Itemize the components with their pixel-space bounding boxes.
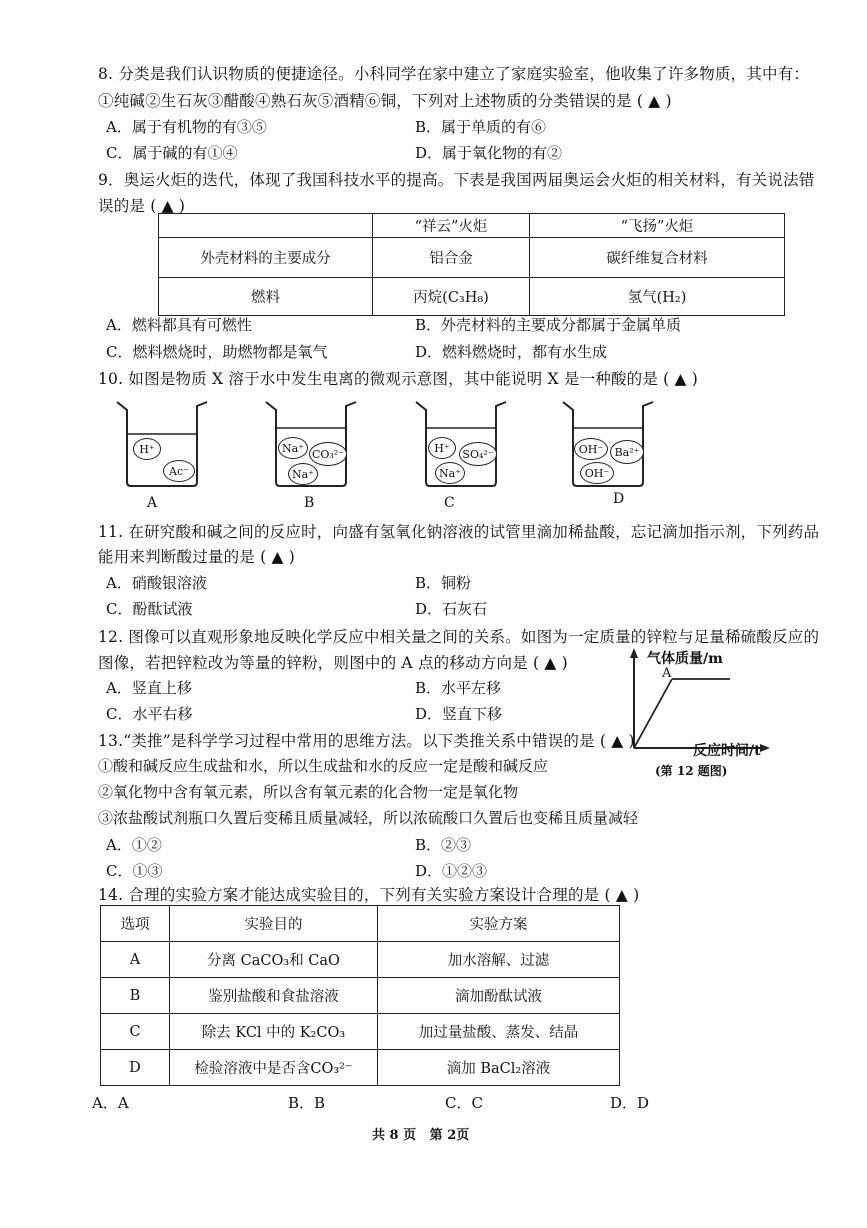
q9-option-b: B．外壳材料的主要成分都属于金属单质 [415, 316, 682, 334]
q9-line2: 误的是 ( ▲ ) [98, 197, 186, 215]
q14-cell: 分离 CaCO₃和 CaO [170, 942, 378, 978]
q14-table [100, 905, 620, 1086]
q9-header-1: “祥云”火炬 [373, 214, 530, 238]
q14-cell: 加水溶解、过滤 [378, 942, 620, 978]
q9-header-2: “飞扬”火炬 [530, 214, 785, 238]
ion-a-0: H⁺ [133, 438, 161, 460]
q14-option-a: A．A [92, 1094, 129, 1112]
q14-option-b: B．B [288, 1094, 326, 1112]
q14-option-c: C．C [445, 1094, 483, 1112]
ion-c-2: Na⁺ [435, 462, 465, 484]
q14-cell: 检验溶液中是否含CO₃²⁻ [170, 1050, 378, 1086]
beaker-label-d: D [613, 491, 625, 507]
q13-item-1: ①酸和碱反应生成盐和水，所以生成盐和水的反应一定是酸和碱反应 [98, 757, 549, 775]
q13-item-3: ③浓盐酸试剂瓶口久置后变稀且质量减轻，所以浓硫酸口久置后也变稀且质量减轻 [98, 809, 639, 827]
q11-line2: 能用来判断酸过量的是 ( ▲ ) [98, 548, 295, 566]
q14-header-1: 实验目的 [170, 906, 378, 942]
q12-option-c: C．水平右移 [106, 705, 193, 723]
q12-line1: 12. 图像可以直观形象地反映化学反应中相关量之间的关系。如图为一定质量的锌粒与足量稀硫酸反应的 [98, 628, 820, 646]
q14-header-2: 实验方案 [378, 906, 620, 942]
ion-b-2: Na⁺ [288, 463, 318, 485]
q9-option-d: D．燃料燃烧时，都有水生成 [415, 343, 608, 361]
q11-option-a: A．硝酸银溶液 [106, 574, 207, 592]
q9-cell: 外壳材料的主要成分 [159, 238, 373, 278]
q11-line1: 11. 在研究酸和碱之间的反应时，向盛有氢氧化钠溶液的试管里滴加稀盐酸，忘记滴加指示剂，下列药品 [98, 523, 820, 541]
ion-c-0: H⁺ [428, 437, 456, 459]
q14-cell: 加过量盐酸、蒸发、结晶 [378, 1014, 620, 1050]
q14-cell: 滴加 BaCl₂溶液 [378, 1050, 620, 1086]
q14-cell: 滴加酚酞试液 [378, 978, 620, 1014]
q14-cell: C [101, 1014, 170, 1050]
q9-cell: 丙烷(C₃H₈) [373, 278, 530, 316]
q9-cell: 燃料 [159, 278, 373, 316]
ion-b-1: CO₃²⁻ [309, 442, 347, 466]
q11-option-b: B．铜粉 [415, 574, 472, 592]
q14-cell: A [101, 942, 170, 978]
beaker-label-c: C [444, 495, 455, 511]
q13-item-2: ②氧化物中含有氧元素，所以含有氧元素的化合物一定是氧化物 [98, 783, 519, 801]
q12-option-d: D．竖直下移 [415, 705, 503, 723]
beaker-label-a: A [147, 495, 158, 511]
q14-option-d: D．D [610, 1094, 650, 1112]
q9-cell: 氢气(H₂) [530, 278, 785, 316]
q14-cell: 鉴别盐酸和食盐溶液 [170, 978, 378, 1014]
q12-option-a: A．竖直上移 [106, 679, 192, 697]
q9-line1: 9．奥运火炬的迭代，体现了我国科技水平的提高。下表是我国两届奥运会火炬的相关材料，有关说法错 [98, 171, 815, 189]
q14-line1: 14. 合理的实验方案才能达成实验目的，下列有关实验方案设计合理的是 ( ▲ ) [98, 886, 640, 904]
q11-option-d: D．石灰石 [415, 600, 488, 618]
ion-d-0: OH⁻ [574, 438, 608, 460]
ion-b-0: Na⁺ [278, 437, 308, 459]
graph-xlabel: 反应时间/t [693, 743, 761, 759]
q8-option-d: D．属于氧化物的有② [415, 144, 563, 162]
q9-cell: 铝合金 [373, 238, 530, 278]
q14-cell: 除去 KCl 中的 K₂CO₃ [170, 1014, 378, 1050]
beaker-icon [113, 398, 213, 490]
q12-line2: 图像，若把锌粒改为等量的锌粉，则图中的 A 点的移动方向是 ( ▲ ) [98, 654, 568, 672]
q9-option-a: A．燃料都具有可燃性 [106, 316, 252, 334]
q11-option-c: C．酚酞试液 [106, 600, 193, 618]
q9-option-c: C．燃料燃烧时，助燃物都是氧气 [106, 343, 328, 361]
q13-option-b: B．②③ [415, 836, 472, 854]
beaker-label-b: B [304, 495, 315, 511]
ion-d-2: OH⁻ [580, 462, 614, 484]
q8-option-c: C．属于碱的有①④ [106, 144, 238, 162]
q13-option-d: D．①②③ [415, 862, 488, 880]
q13-option-c: C．①③ [106, 862, 163, 880]
graph-ylabel: 气体质量/m [647, 651, 723, 667]
q8-line1: 8. 分类是我们认识物质的便捷途径。小科同学在家中建立了家庭实验室，他收集了许多物质，其中有： [98, 65, 810, 83]
q14-cell: D [101, 1050, 170, 1086]
graph-point-a: A [662, 666, 672, 681]
q10-line1: 10. 如图是物质 X 溶于水中发生电离的微观示意图，其中能说明 X 是一种酸的是 ( ▲ ) [98, 370, 699, 388]
q8-option-a: A．属于有机物的有③⑤ [106, 118, 267, 136]
q13-option-a: A．①② [106, 836, 162, 854]
q9-table [158, 213, 785, 316]
ion-d-1: Ba²⁺ [610, 440, 644, 464]
q14-cell: B [101, 978, 170, 1014]
graph-caption: (第 12 题图) [655, 764, 728, 778]
q12-option-b: B．水平左移 [415, 679, 502, 697]
page-footer: 共 8 页 第 2页 [372, 1128, 470, 1143]
ion-a-1: Ac⁻ [163, 460, 195, 482]
q14-header-0: 选项 [101, 906, 170, 942]
q8-option-b: B．属于单质的有⑥ [415, 118, 547, 136]
q8-line2: ①纯碱②生石灰③醋酸④熟石灰⑤酒精⑥铜，下列对上述物质的分类错误的是 ( ▲ ) [98, 92, 672, 110]
q9-header-0 [159, 214, 373, 238]
q13-line1: 13.“类推”是科学学习过程中常用的思维方法。以下类推关系中错误的是 ( ▲ ) [98, 732, 635, 750]
q9-cell: 碳纤维复合材料 [530, 238, 785, 278]
ion-c-1: SO₄²⁻ [459, 442, 497, 466]
